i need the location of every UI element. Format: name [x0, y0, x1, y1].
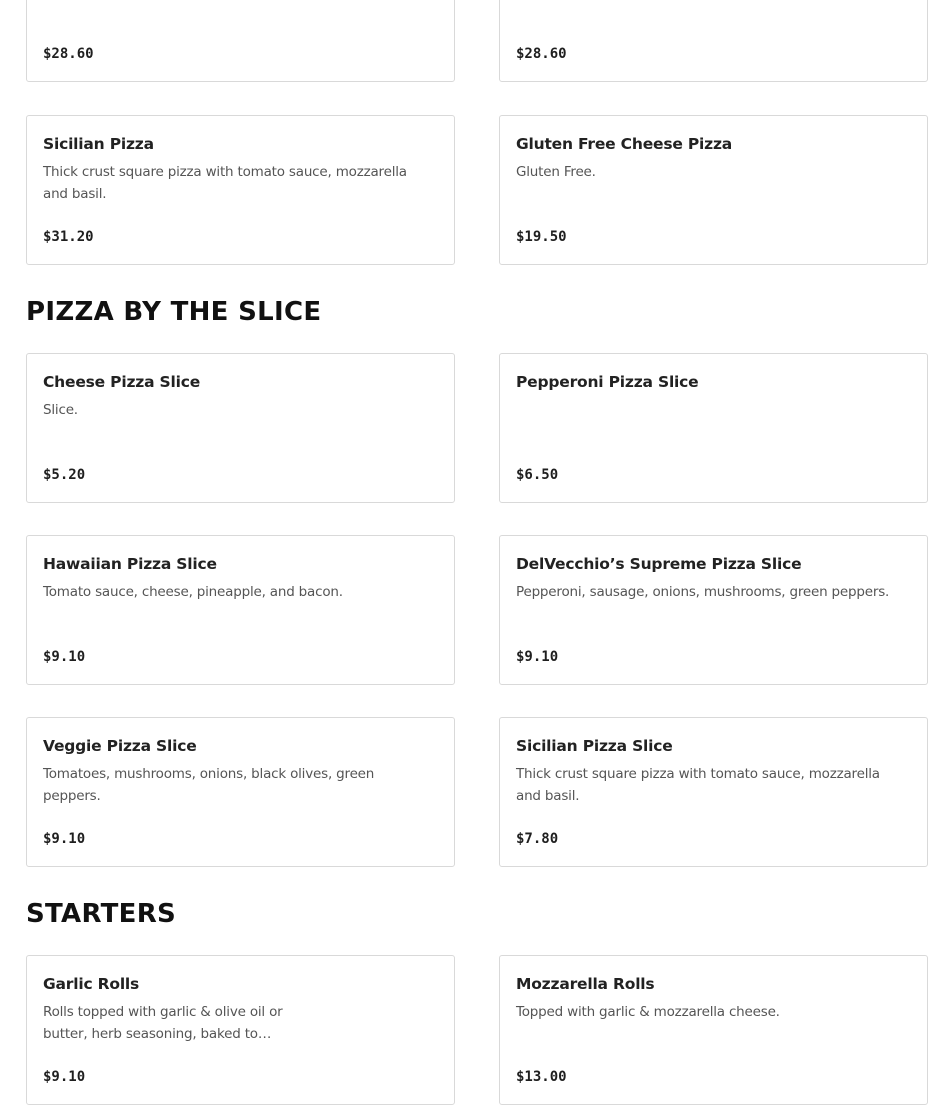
- menu-item-card-pepperoni-pizza-slice[interactable]: [499, 353, 928, 503]
- menu-item-price: $9.10: [516, 649, 559, 665]
- menu-item-description: Rolls topped with garlic & olive oil or butter, herb seasoning, baked to…: [43, 1004, 283, 1042]
- menu-item-card-hawaiian-pizza-slice[interactable]: [26, 535, 455, 685]
- menu-item-description: Gluten Free.: [516, 164, 596, 180]
- menu-item-name: Pepperoni Pizza Slice: [516, 373, 699, 391]
- menu-item-description: Slice.: [43, 402, 78, 418]
- section-title-starters: STARTERS: [26, 899, 177, 929]
- menu-item-card-delvecchios-supreme-pizza-slice[interactable]: [499, 535, 928, 685]
- menu-item-price: $6.50: [516, 467, 559, 483]
- menu-item-card-garlic-rolls[interactable]: [26, 955, 455, 1105]
- menu-item-card-sicilian-pizza[interactable]: [26, 115, 455, 265]
- menu-item-price: $7.80: [516, 831, 559, 847]
- menu-item-name: Gluten Free Cheese Pizza: [516, 135, 733, 153]
- menu-item-card-cheese-pizza-slice[interactable]: [26, 353, 455, 503]
- menu-item-name: Hawaiian Pizza Slice: [43, 555, 217, 573]
- menu-item-description: Thick crust square pizza with tomato sauce, mozzarella and basil.: [516, 766, 880, 804]
- menu-item-name: Sicilian Pizza: [43, 135, 154, 153]
- menu-item-description: Thick crust square pizza with tomato sauce, mozzarella and basil.: [43, 164, 407, 202]
- section-title-pizza-by-the-slice: PIZZA BY THE SLICE: [26, 297, 322, 327]
- menu-item-name: DelVecchio’s Supreme Pizza Slice: [516, 555, 802, 573]
- menu-item-name: Veggie Pizza Slice: [43, 737, 197, 755]
- menu-item-price: $28.60: [516, 46, 567, 62]
- menu-item-description: Pepperoni, sausage, onions, mushrooms, green peppers.: [516, 584, 890, 600]
- menu-item-price: $13.00: [516, 1069, 567, 1085]
- menu-item-price: $28.60: [43, 46, 94, 62]
- menu-item-price: $5.20: [43, 467, 86, 483]
- menu-item-description: Tomatoes, mushrooms, onions, black olives, green peppers.: [43, 766, 375, 804]
- menu-item-card-partial-left[interactable]: [26, 0, 455, 82]
- menu-item-price: $9.10: [43, 649, 86, 665]
- menu-item-price: $9.10: [43, 1069, 86, 1085]
- menu-item-card-partial-right[interactable]: [499, 0, 928, 82]
- menu-item-name: Mozzarella Rolls: [516, 975, 655, 993]
- menu-item-card-sicilian-pizza-slice[interactable]: [499, 717, 928, 867]
- menu-item-name: Sicilian Pizza Slice: [516, 737, 673, 755]
- menu-item-description: Tomato sauce, cheese, pineapple, and bacon.: [43, 584, 343, 600]
- menu-item-name: Garlic Rolls: [43, 975, 140, 993]
- menu-item-card-gluten-free-cheese-pizza[interactable]: [499, 115, 928, 265]
- menu-item-price: $19.50: [516, 229, 567, 245]
- menu-item-price: $31.20: [43, 229, 94, 245]
- menu-item-price: $9.10: [43, 831, 86, 847]
- menu-item-name: Cheese Pizza Slice: [43, 373, 201, 391]
- menu-item-card-mozzarella-rolls[interactable]: [499, 955, 928, 1105]
- menu-item-description: Topped with garlic & mozzarella cheese.: [516, 1004, 780, 1020]
- menu-item-card-veggie-pizza-slice[interactable]: [26, 717, 455, 867]
